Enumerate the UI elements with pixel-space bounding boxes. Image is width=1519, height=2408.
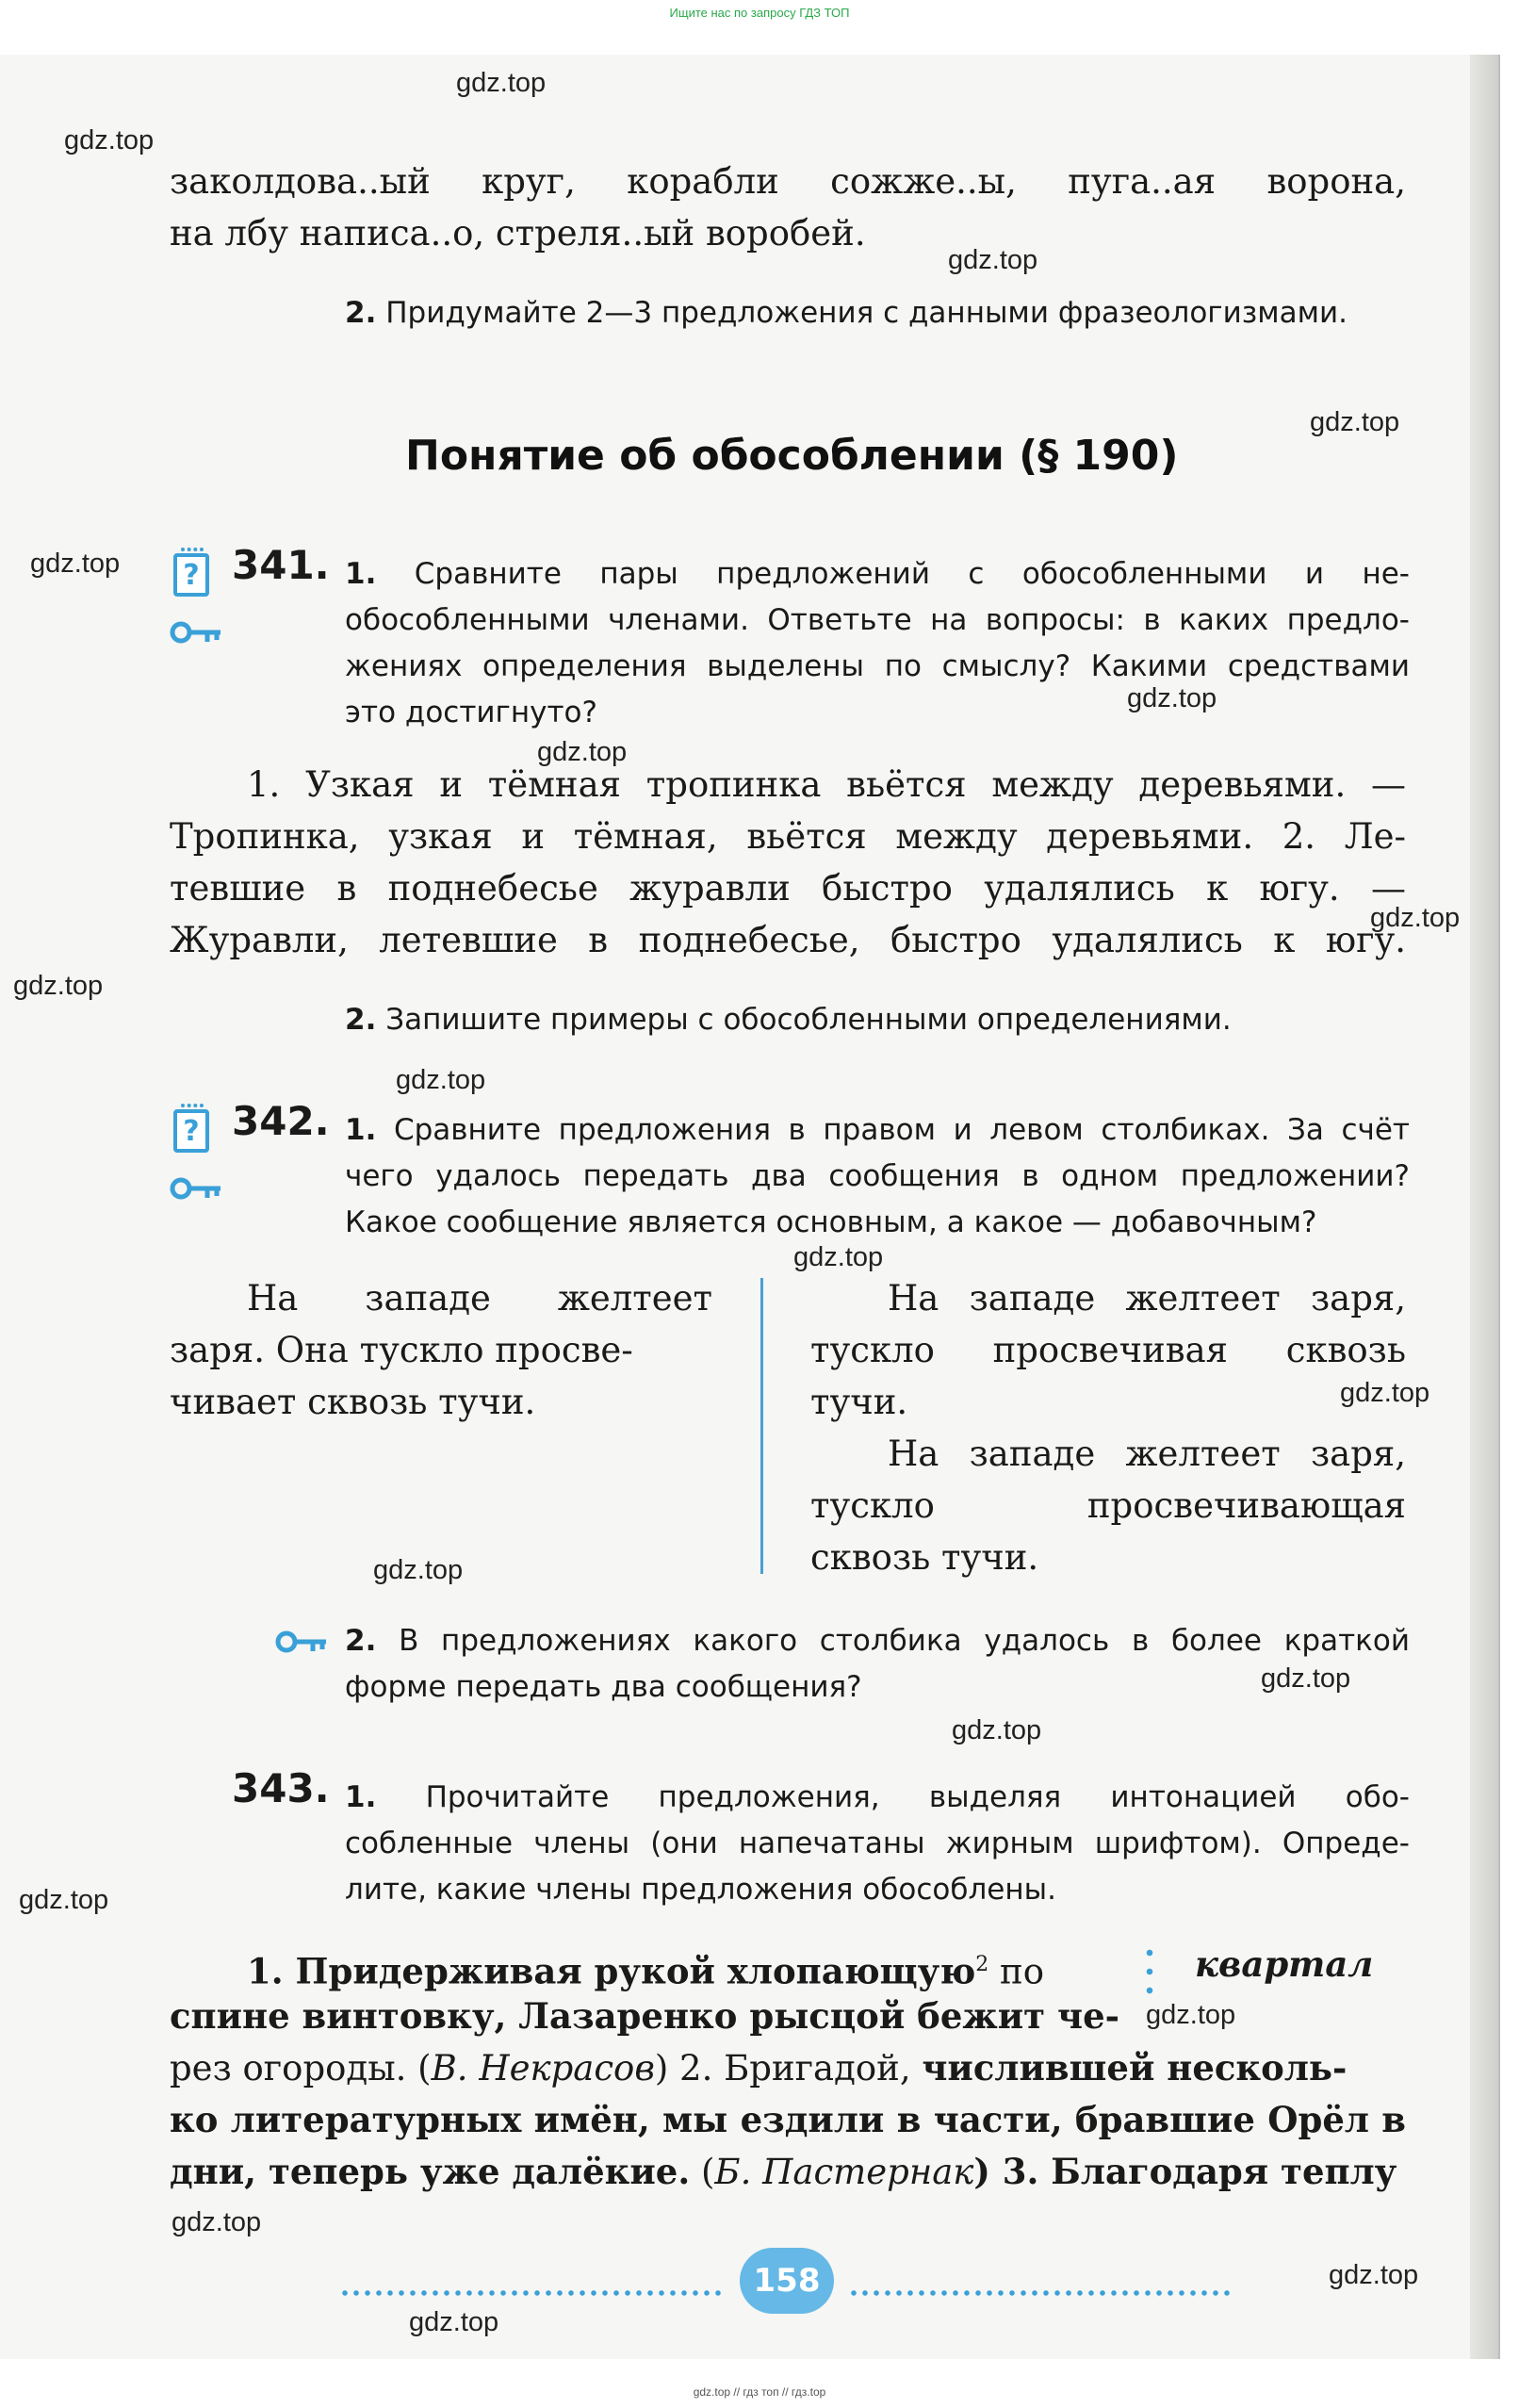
footnote-marker: 2 [975,1953,989,1976]
text-line: тевшие в поднебесье журавли быстро удалялись к югу. — [170,868,1406,909]
task-line [345,1775,1410,1821]
watermark: gdz.top [793,1242,884,1272]
task-number: 2. [345,296,377,330]
left-column-line: заря. Она тускло просве- [170,1330,633,1370]
task-line: жениях определения выделены по смыслу? Какими средствами [345,649,1410,683]
task-text: Придумайте 2—3 предложения с данными фразеологизмами. [385,296,1348,330]
left-column-line: На западе желтеет [247,1278,712,1319]
text-fragment: ) 2. Бригадой, [654,2048,923,2089]
text-line: 1. Узкая и тёмная тропинка вьётся между деревьями. — [247,764,1406,805]
watermark: gdz.top [537,737,628,767]
task-number: 1. [345,1780,377,1814]
footer-dots-left [339,2290,726,2296]
key-icon [170,619,222,646]
text-line: ко литературных имён, мы ездили в части, бравшие Орёл в [170,2099,1406,2140]
task-number: 1. [345,557,377,591]
watermark: gdz.top [396,1065,486,1095]
task-line [345,290,1348,336]
text-line: Тропинка, узкая и тёмная, вьётся между деревьями. 2. Ле- [170,816,1406,857]
right-column-line: сквозь тучи. [810,1537,1039,1578]
bold-fragment: 1. Придерживая рукой хлопающую [247,1950,976,1992]
bottom-banner: gdz.top // гдз топ // гдз.top [693,2385,826,2399]
task-line: это достигнуто? [345,696,597,729]
footer-dots-right [848,2290,1234,2296]
task-text: Сравните предложения в правом и левом столбиках. За счёт [393,1113,1410,1147]
watermark: gdz.top [1310,407,1400,437]
text-line [170,2042,1347,2094]
text-line [247,1939,1044,1997]
text-fragment: ) 3. Благодаря теплу [973,2151,1397,2192]
bold-fragment: числившей несколь- [922,2047,1348,2089]
task-line: лите, какие члены предложения обособлены. [345,1873,1056,1907]
text-fragment: по [988,1951,1044,1992]
task-line [345,997,1232,1043]
task-line: собленные члены (они напечатаны жирным шрифтом). Опреде- [345,1826,1410,1860]
watermark: gdz.top [1261,1663,1351,1694]
text-line: спине винтовку, Лазаренко рысцой бежит че- [170,1995,1119,2037]
watermark: gdz.top [1370,903,1461,933]
text-line: заколдова..ый круг, корабли сожже..ы, пуга..ая ворона, [170,161,1406,202]
task-line: чего удалось передать два сообщения в одном предложении? [345,1159,1410,1193]
watermark: gdz.top [30,549,121,579]
section-title: Понятие об обособлении (§ 190) [405,432,1179,480]
bold-fragment: дни, теперь уже далёкие. [170,2151,691,2192]
watermark: gdz.top [456,68,547,98]
text-fragment: ( [690,2152,715,2192]
watermark: gdz.top [19,1885,109,1915]
exercise-number: 341. [232,542,330,588]
author-name: В. Некрасов [431,2048,655,2089]
watermark: gdz.top [1146,2000,1236,2030]
watermark: gdz.top [13,971,104,1001]
watermark: gdz.top [373,1555,464,1585]
key-icon [275,1629,328,1655]
text-line: Журавли, летевшие в поднебесье, быстро удалялись к югу. [170,920,1406,960]
task-line: обособленными членами. Ответьте на вопросы: в каких предло- [345,603,1410,637]
task-text: Прочитайте предложения, выделяя интонацией обо- [425,1780,1410,1814]
task-number: 2. [345,1003,377,1037]
question-icon: ? [173,1109,209,1153]
task-line [345,1618,1410,1664]
watermark: gdz.top [64,125,155,156]
task-text: В предложениях какого столбика удалось в более краткой [399,1624,1410,1658]
exercise-number: 342. [232,1098,330,1144]
question-icon: ? [173,553,209,597]
watermark: gdz.top [1329,2260,1419,2290]
right-column-line: тускло просвечивая сквозь [810,1330,1406,1370]
task-number: 1. [345,1113,377,1147]
book-spine [1470,55,1498,2359]
column-divider [760,1278,763,1574]
watermark: gdz.top [948,245,1038,275]
key-icon [170,1175,222,1202]
watermark: gdz.top [952,1715,1042,1745]
margin-dots [1146,1943,1153,2000]
watermark: gdz.top [1340,1378,1430,1408]
task-text: Сравните пары предложений с обособленными и не- [414,557,1410,591]
right-column-line: На западе желтеет заря, [888,1278,1406,1319]
task-line [345,551,1410,598]
text-line: на лбу написа..о, стреля..ый воробей. [170,213,866,254]
text-line [170,2146,1396,2198]
watermark: gdz.top [409,2307,499,2337]
author-name: Б. Пастернак [714,2152,974,2192]
margin-word: квартал [1195,1943,1374,1985]
task-line: форме передать два сообщения? [345,1670,862,1704]
page-number: 158 [740,2248,834,2314]
watermark: gdz.top [1127,683,1217,713]
task-number: 2. [345,1624,377,1658]
exercise-number: 343. [232,1765,330,1811]
watermark: gdz.top [172,2207,262,2237]
left-column-line: чивает сквозь тучи. [170,1382,536,1422]
right-column-line: тускло просвечивающая [810,1485,1406,1526]
task-line: Какое сообщение является основным, а какое — добавочным? [345,1205,1317,1239]
task-text: Запишите примеры с обособленными определениями. [385,1003,1232,1037]
task-line [345,1107,1410,1154]
right-column-line: На западе желтеет заря, [888,1433,1406,1474]
text-fragment: рез огороды. ( [170,2048,432,2089]
right-column-line: тучи. [810,1382,908,1422]
top-banner: Ищите нас по запросу ГДЗ ТОП [669,6,850,20]
